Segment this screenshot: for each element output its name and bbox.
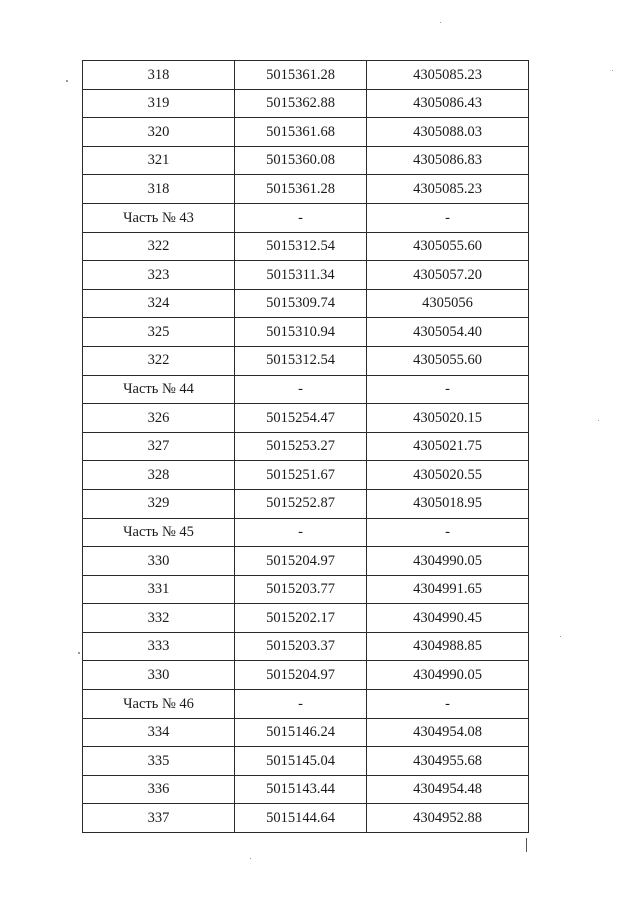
- point-cell: 322: [83, 346, 235, 375]
- point-cell: 320: [83, 118, 235, 147]
- point-cell: 325: [83, 318, 235, 347]
- point-cell: 321: [83, 146, 235, 175]
- y-coordinate-cell: 4305018.95: [367, 489, 529, 518]
- x-coordinate-cell: 5015362.88: [235, 89, 367, 118]
- scan-edge-mark: [526, 838, 527, 852]
- table-row: [83, 489, 529, 518]
- point-cell: 335: [83, 747, 235, 776]
- table-row: [83, 747, 529, 776]
- point-cell: 336: [83, 775, 235, 804]
- coordinates-table-body: [83, 61, 529, 833]
- y-coordinate-cell: 4304990.05: [367, 661, 529, 690]
- point-cell: 324: [83, 289, 235, 318]
- x-coordinate-cell: 5015146.24: [235, 718, 367, 747]
- scan-speck: [440, 22, 441, 23]
- x-coordinate-cell: 5015203.37: [235, 632, 367, 661]
- table-row: [83, 804, 529, 833]
- scan-speck: [78, 652, 80, 654]
- scan-speck: [612, 70, 613, 71]
- x-coordinate-cell: 5015361.28: [235, 175, 367, 204]
- y-coordinate-cell: 4305055.60: [367, 346, 529, 375]
- table-row: [83, 775, 529, 804]
- table-row: [83, 518, 529, 547]
- point-cell: 332: [83, 604, 235, 633]
- table-row: [83, 604, 529, 633]
- point-cell: Часть № 44: [83, 375, 235, 404]
- x-coordinate-cell: 5015202.17: [235, 604, 367, 633]
- y-coordinate-cell: 4305020.55: [367, 461, 529, 490]
- y-coordinate-cell: 4304952.88: [367, 804, 529, 833]
- x-coordinate-cell: 5015251.67: [235, 461, 367, 490]
- table-row: [83, 404, 529, 433]
- y-coordinate-cell: 4305020.15: [367, 404, 529, 433]
- x-coordinate-cell: 5015145.04: [235, 747, 367, 776]
- point-cell: 330: [83, 547, 235, 576]
- x-coordinate-cell: -: [235, 690, 367, 719]
- point-cell: 327: [83, 432, 235, 461]
- y-coordinate-cell: -: [367, 690, 529, 719]
- x-coordinate-cell: -: [235, 518, 367, 547]
- y-coordinate-cell: 4305086.43: [367, 89, 529, 118]
- x-coordinate-cell: 5015312.54: [235, 346, 367, 375]
- table-row: [83, 461, 529, 490]
- x-coordinate-cell: 5015204.97: [235, 661, 367, 690]
- y-coordinate-cell: 4305021.75: [367, 432, 529, 461]
- y-coordinate-cell: 4304954.08: [367, 718, 529, 747]
- table-row: [83, 289, 529, 318]
- x-coordinate-cell: 5015253.27: [235, 432, 367, 461]
- table-row: [83, 690, 529, 719]
- table-row: [83, 318, 529, 347]
- x-coordinate-cell: 5015204.97: [235, 547, 367, 576]
- y-coordinate-cell: 4304955.68: [367, 747, 529, 776]
- table-row: [83, 232, 529, 261]
- x-coordinate-cell: 5015203.77: [235, 575, 367, 604]
- x-coordinate-cell: 5015361.28: [235, 61, 367, 90]
- point-cell: 337: [83, 804, 235, 833]
- point-cell: 334: [83, 718, 235, 747]
- x-coordinate-cell: 5015360.08: [235, 146, 367, 175]
- point-cell: 318: [83, 61, 235, 90]
- table-row: [83, 575, 529, 604]
- table-row: [83, 632, 529, 661]
- y-coordinate-cell: 4304988.85: [367, 632, 529, 661]
- point-cell: 331: [83, 575, 235, 604]
- x-coordinate-cell: -: [235, 203, 367, 232]
- point-cell: 329: [83, 489, 235, 518]
- x-coordinate-cell: 5015144.64: [235, 804, 367, 833]
- table-row: [83, 89, 529, 118]
- point-cell: 333: [83, 632, 235, 661]
- table-row: [83, 661, 529, 690]
- point-cell: Часть № 45: [83, 518, 235, 547]
- x-coordinate-cell: 5015361.68: [235, 118, 367, 147]
- scan-speck: [66, 80, 68, 82]
- x-coordinate-cell: 5015311.34: [235, 261, 367, 290]
- y-coordinate-cell: 4305056: [367, 289, 529, 318]
- table-row: [83, 146, 529, 175]
- point-cell: Часть № 43: [83, 203, 235, 232]
- y-coordinate-cell: 4304990.45: [367, 604, 529, 633]
- point-cell: 323: [83, 261, 235, 290]
- table-row: [83, 118, 529, 147]
- table-row: [83, 175, 529, 204]
- y-coordinate-cell: 4305086.83: [367, 146, 529, 175]
- point-cell: 322: [83, 232, 235, 261]
- point-cell: 328: [83, 461, 235, 490]
- table-row: [83, 718, 529, 747]
- scan-speck: [560, 636, 561, 637]
- table-row: [83, 346, 529, 375]
- y-coordinate-cell: -: [367, 203, 529, 232]
- x-coordinate-cell: 5015143.44: [235, 775, 367, 804]
- y-coordinate-cell: 4304991.65: [367, 575, 529, 604]
- x-coordinate-cell: 5015254.47: [235, 404, 367, 433]
- table-row: [83, 547, 529, 576]
- point-cell: 330: [83, 661, 235, 690]
- y-coordinate-cell: 4305054.40: [367, 318, 529, 347]
- table-row: [83, 375, 529, 404]
- coordinates-table: [82, 60, 529, 833]
- y-coordinate-cell: 4305088.03: [367, 118, 529, 147]
- scan-speck: [598, 420, 599, 421]
- x-coordinate-cell: 5015310.94: [235, 318, 367, 347]
- y-coordinate-cell: 4305085.23: [367, 61, 529, 90]
- point-cell: 319: [83, 89, 235, 118]
- x-coordinate-cell: 5015312.54: [235, 232, 367, 261]
- y-coordinate-cell: 4304954.48: [367, 775, 529, 804]
- y-coordinate-cell: -: [367, 375, 529, 404]
- y-coordinate-cell: -: [367, 518, 529, 547]
- point-cell: 318: [83, 175, 235, 204]
- point-cell: Часть № 46: [83, 690, 235, 719]
- point-cell: 326: [83, 404, 235, 433]
- y-coordinate-cell: 4305085.23: [367, 175, 529, 204]
- x-coordinate-cell: -: [235, 375, 367, 404]
- scan-speck: [250, 858, 251, 859]
- x-coordinate-cell: 5015252.87: [235, 489, 367, 518]
- x-coordinate-cell: 5015309.74: [235, 289, 367, 318]
- y-coordinate-cell: 4305055.60: [367, 232, 529, 261]
- y-coordinate-cell: 4304990.05: [367, 547, 529, 576]
- table-row: [83, 261, 529, 290]
- table-row: [83, 61, 529, 90]
- table-row: [83, 432, 529, 461]
- y-coordinate-cell: 4305057.20: [367, 261, 529, 290]
- table-row: [83, 203, 529, 232]
